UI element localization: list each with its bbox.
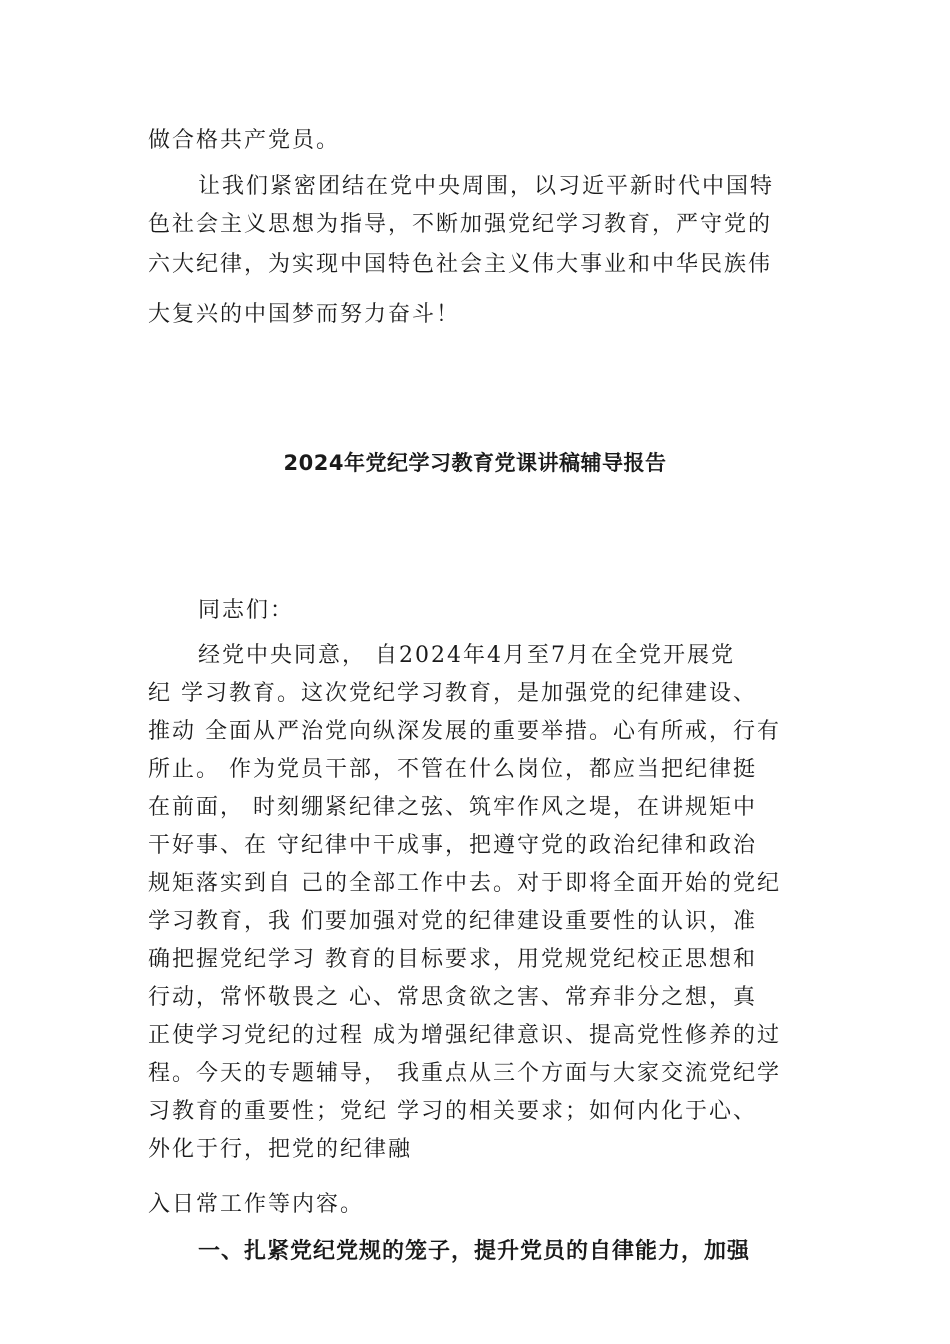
section-heading: 一、扎紧党纪党规的笼子，提升党员的自律能力，加强 [198,1239,751,1264]
body-line: 干好事、在 守纪律中干成事，把遵守党的政治纪律和政治 [148,833,757,858]
body-line: 纪 学习教育。这次党纪学习教育，是加强党的纪律建设、 [148,681,757,706]
text-line: 做合格共产党员。 [148,128,341,153]
body-line: 正使学习党纪的过程 成为增强纪律意识、提高党性修养的过 [148,1023,781,1048]
body-line: 习教育的重要性；党纪 学习的相关要求；如何内化于心、 [148,1099,757,1124]
body-line: 入日常工作等内容。 [148,1192,365,1217]
body-line: 所止。 作为党员干部，不管在什么岗位，都应当把纪律挺 [148,757,757,782]
text-line: 让我们紧密团结在党中央周围，以习近平新时代中国特 [198,174,775,199]
text-line: 六大纪律，为实现中国特色社会主义伟大事业和中华民族伟 [148,252,773,277]
text-line: 色社会主义思想为指导，不断加强党纪学习教育，严守党的 [148,212,773,237]
body-line: 推动 全面从严治党向纵深发展的重要举措。心有所戒，行有 [148,719,781,744]
body-line: 程。今天的专题辅导， 我重点从三个方面与大家交流党纪学 [148,1061,781,1086]
salutation: 同志们： [198,598,295,623]
body-line: 学习教育，我 们要加强对党的纪律建设重要性的认识，准 [148,909,757,934]
body-line: 外化于行，把党的纪律融 [148,1137,413,1162]
body-line: 经党中央同意， 自2024年4月至7月在全党开展党 [198,643,735,668]
report-title: 2024年党纪学习教育党课讲稿辅导报告 [283,451,667,475]
body-line: 确把握党纪学习 教育的目标要求，用党规党纪校正思想和 [148,947,757,972]
body-line: 规矩落实到自 己的全部工作中去。对于即将全面开始的党纪 [148,871,781,896]
text-line: 大复兴的中国梦而努力奋斗！ [148,302,461,327]
body-line: 行动，常怀敬畏之 心、常思贪欲之害、常弃非分之想，真 [148,985,757,1010]
body-line: 在前面， 时刻绷紧纪律之弦、筑牢作风之堤，在讲规矩中 [148,795,757,820]
